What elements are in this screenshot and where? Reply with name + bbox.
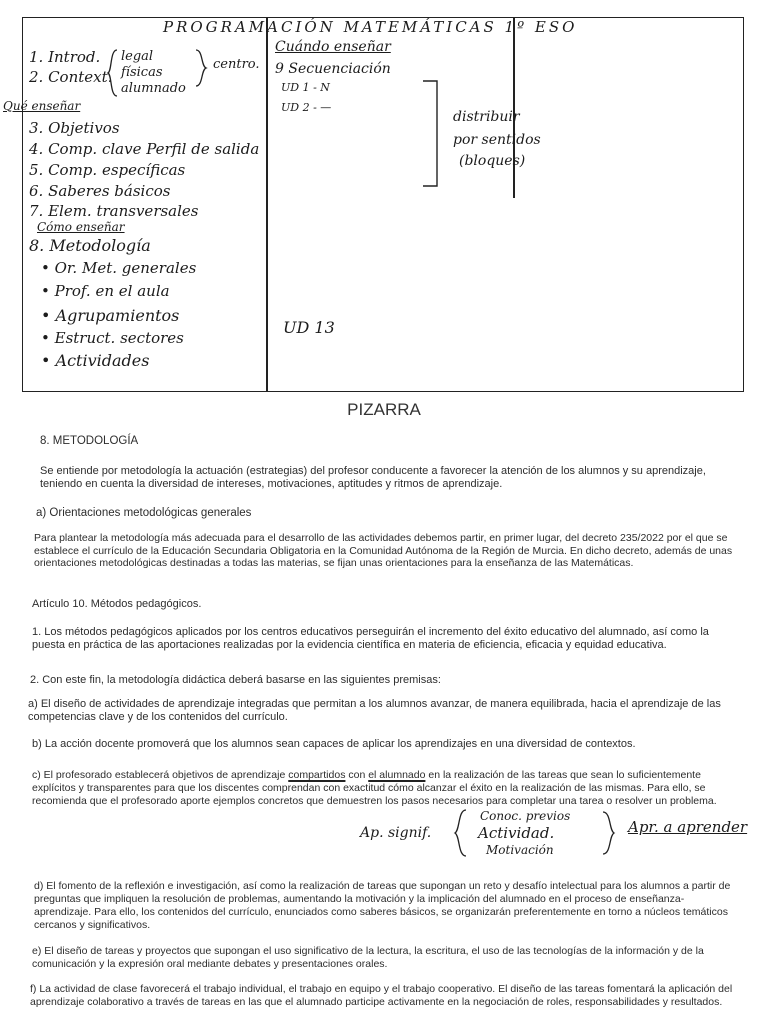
paragraph: Artículo 10. Métodos pedagógicos. xyxy=(32,598,202,610)
curly-brace xyxy=(105,48,121,98)
board-item: UD 1 - N xyxy=(281,81,330,94)
board-item: 1. Introd. xyxy=(29,48,101,66)
board-note: (bloques) xyxy=(459,153,526,169)
board-item: • Or. Met. generales xyxy=(41,259,197,277)
board-note: distribuir xyxy=(453,109,520,125)
board-item: 9 Secuenciación xyxy=(275,61,391,77)
curly-brace xyxy=(600,810,618,856)
board-item: alumnado xyxy=(121,81,186,96)
board-item: 3. Objetivos xyxy=(29,119,120,137)
board-item: legal xyxy=(121,49,154,64)
margin-note: Apr. a aprender xyxy=(628,818,748,836)
board-item: • Estruct. sectores xyxy=(41,329,184,347)
board-item: UD 13 xyxy=(283,318,335,337)
board-item: 7. Elem. transversales xyxy=(29,202,199,220)
board-item: Cómo enseñar xyxy=(37,220,125,234)
board-title: PROGRAMACIÓN MATEMÁTICAS 1º ESO xyxy=(163,18,578,36)
board-item: Cuándo enseñar xyxy=(275,39,391,55)
board-item: Qué enseñar xyxy=(3,99,81,113)
paragraph-text: c) El profesorado establecerá objetivos de aprendizaje xyxy=(32,769,289,781)
margin-note: Ap. signif. xyxy=(360,825,432,841)
paragraph: e) El diseño de tareas y proyectos que supongan el uso significativo de la lectura, la escritura, el uso de las tecnologías de la información y de la comunicación y la expresión oral mediante debates y presentaciones orales. xyxy=(32,945,704,971)
paragraph: b) La acción docente promoverá que los alumnos sean capaces de aplicar los aprendizajes en una diversidad de contextos. xyxy=(32,738,636,750)
board-caption: PIZARRA xyxy=(347,400,421,419)
board-note: por sentidos xyxy=(453,132,541,148)
underlined-text: el alumnado xyxy=(368,769,426,781)
board-divider xyxy=(513,18,515,198)
paragraph: f) La actividad de clase favorecerá el trabajo individual, el trabajo en equipo y el trabajo cooperativo. El diseño de las tareas fomentará la aplicación del aprendizaje colaborativo a través de tareas en las que el alumnado participe activamente en la negociación de roles, responsabilidades y resultados. xyxy=(30,983,733,1008)
board-item: 4. Comp. clave Perfil de salida xyxy=(29,140,260,158)
paragraph: Para plantear la metodología más adecuada para el desarrollo de las actividades debemos partir, en primer lugar, del decreto 235/2022 por el que se establece el currículo de la Educación Secundaria Obligatoria en la Comunidad Autónoma de la Región de Murcia. En dicho decreto, además de unas orientaciones metodológicas destinadas a todas las materias, se fijan unas orientaciones para la enseñanza de las Matemáticas. xyxy=(34,532,733,570)
board-item: 6. Saberes básicos xyxy=(29,182,171,200)
paragraph xyxy=(32,769,722,807)
paragraph: 1. Los métodos pedagógicos aplicados por los centros educativos perseguirán el incremento del éxito educativo del alumnado, así como la puesta en práctica de las aportaciones realizadas por la evidencia científica en materia de eficiencia, eficacia y equidad educativa. xyxy=(32,626,709,652)
subheading: a) Orientaciones metodológicas generales xyxy=(36,507,252,519)
board-item: 8. Metodología xyxy=(29,236,151,255)
board-item: • Agrupamientos xyxy=(41,306,180,325)
section-heading: 8. METODOLOGÍA xyxy=(40,435,139,447)
paragraph-text: con xyxy=(345,769,369,781)
board-item: centro. xyxy=(213,57,260,72)
curly-brace xyxy=(193,48,209,88)
board-item: • Prof. en el aula xyxy=(41,282,170,300)
paragraph: d) El fomento de la reflexión e investigación, así como la realización de tareas que supongan un reto y desafío intelectual para los alumnos a partir de preguntas que impliquen la resolución de problemas, aumentando la motivación y la implicación del alumnado en el proceso de enseñanza-aprendizaje. Para ello, los contenidos del currículo, enunciados como saberes básicos, se organizarán preferentemente en torno a núcleos temáticos cercanos y significativos. xyxy=(34,880,731,931)
paragraph: Se entiende por metodología la actuación (estrategias) del profesor conducente a favorecer la atención de los alumnos y su aprendizaje, teniendo en cuenta la diversidad de intereses, motivaciones, aptitudes y ritmos de aprendizaje. xyxy=(40,465,706,491)
whiteboard xyxy=(3,17,744,392)
curly-brace xyxy=(452,808,470,858)
board-item: 2. Context. xyxy=(29,68,113,86)
margin-note: Conoc. previos xyxy=(480,809,571,823)
board-item: 5. Comp. específicas xyxy=(29,161,186,179)
board-divider xyxy=(266,18,268,391)
paragraph: a) El diseño de actividades de aprendizaje integradas que permitan a los alumnos avanzar, de manera equilibrada, hacia el aprendizaje de las competencias clave y de los contenidos del currículo. xyxy=(28,698,721,724)
bracket xyxy=(421,78,443,190)
margin-note: Motivación xyxy=(486,843,554,857)
board-item: • Actividades xyxy=(41,351,150,370)
paragraph-text: en la realización de las tareas que sean lo suficientemente explícitos y transparentes para que los discentes comprendan con exactitud cómo alcanzar el éxito en la realización de las mismas. Para ello, se recomienda que el profesorado aporte ejemplos concretos que demuestren los pasos necesarios para completar una tarea o resolver un problema. xyxy=(32,769,717,807)
underlined-text: compartidos xyxy=(288,769,346,781)
paragraph: 2. Con este fin, la metodología didáctica deberá basarse en las siguientes premisas: xyxy=(30,674,441,686)
board-item: UD 2 - — xyxy=(281,101,332,114)
board-item: físicas xyxy=(121,65,163,80)
margin-note: Actividad. xyxy=(478,824,555,842)
